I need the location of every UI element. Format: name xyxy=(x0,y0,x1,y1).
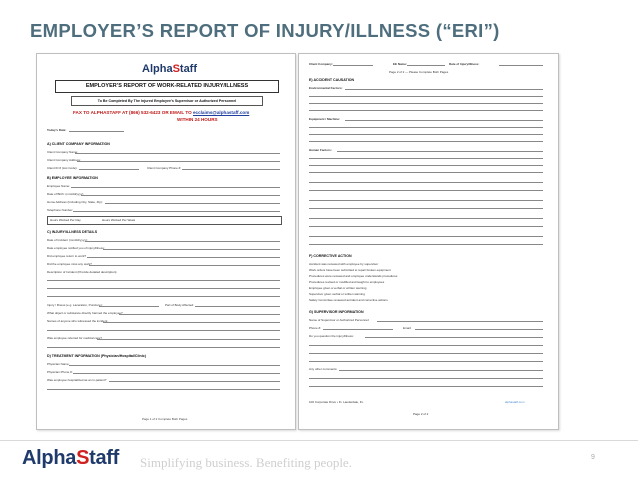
field-label: Client Company Phone #: xyxy=(147,166,182,170)
field-line[interactable] xyxy=(309,226,543,227)
field-line[interactable] xyxy=(309,345,543,346)
field-line[interactable] xyxy=(309,134,543,135)
field-label: Was employee hospitalized as an in-patient? xyxy=(47,378,107,382)
form-logo: AlphaStaff xyxy=(142,63,198,75)
form-footer-address: 100 Corporate Drive • Ft. Lauderdale, FL xyxy=(309,400,364,404)
field-line[interactable] xyxy=(182,169,280,170)
field-line[interactable] xyxy=(89,265,280,266)
section-f-heading: F) CORRECTIVE ACTION xyxy=(309,254,352,258)
corrective-item: Employee given a verbal or written warning xyxy=(309,286,367,290)
field-label: Was employee referred for medical care? xyxy=(47,336,102,340)
field-label: Did the employee miss any work? xyxy=(47,262,92,266)
field-line[interactable] xyxy=(85,241,280,242)
corrective-item: Supervisor given verbal or written warning xyxy=(309,292,365,296)
field-label: Injury / Illness (e.g. Laceration, Puncture): xyxy=(47,303,103,307)
header-field-label: EE Name: xyxy=(393,62,408,66)
field-line[interactable] xyxy=(47,389,280,390)
field-line[interactable] xyxy=(309,200,543,201)
corrective-item: Procedures revised or modified and taught to employees xyxy=(309,280,385,284)
field-line[interactable] xyxy=(365,337,543,338)
corrective-item: Procedures were reviewed and employee understands procedures xyxy=(309,274,398,278)
field-line[interactable] xyxy=(309,218,543,219)
field-line[interactable] xyxy=(309,378,543,379)
todays-date-label: Today’s Date: xyxy=(47,128,67,132)
field-line[interactable] xyxy=(87,257,280,258)
field-line[interactable] xyxy=(73,211,280,212)
field-label: Physician Name: xyxy=(47,362,70,366)
field-line[interactable] xyxy=(309,236,543,237)
alphastaff-logo: AlphaStaff xyxy=(22,447,120,469)
field-label: Names of anyone who witnessed the incident: xyxy=(47,319,109,323)
field-line[interactable] xyxy=(309,244,543,245)
page-note: Page 2 of 2 — Please Complete Both Pages xyxy=(389,70,449,74)
form-footer-page: Page 2 of 2 xyxy=(413,412,429,416)
field-line[interactable] xyxy=(309,353,543,354)
field-label: Client Company Address: xyxy=(47,158,81,162)
field-label: Date of Birth: (mm/dd/yyyy) xyxy=(47,192,84,196)
field-label: Description of Incident (Provide detailed description): xyxy=(47,270,118,274)
field-line[interactable] xyxy=(309,110,543,111)
field-label: Date of Incident (mm/dd/yyyy): xyxy=(47,238,88,242)
field-line[interactable] xyxy=(309,182,543,183)
field-label: Physician Phone #: xyxy=(47,370,73,374)
field-line[interactable] xyxy=(103,322,280,323)
hours-per-day-label: Hours Worked Per Day xyxy=(50,218,81,222)
field-line[interactable] xyxy=(309,190,543,191)
field-label: Part of Body Affected: xyxy=(165,303,194,307)
slide-page-number: 9 xyxy=(591,454,595,461)
header-field-label: Date of Injury/Illness: xyxy=(449,62,480,66)
field-line[interactable] xyxy=(407,65,445,66)
field-line[interactable] xyxy=(73,373,280,374)
field-line[interactable] xyxy=(337,151,543,152)
field-label: Client Company Name: xyxy=(47,150,79,154)
tagline: Simplifying business. Benefiting people. xyxy=(140,455,352,470)
form-footer-site: alphastaff.com xyxy=(505,400,525,404)
section-a-heading: A) CLIENT COMPANY INFORMATION xyxy=(47,142,110,146)
field-line[interactable] xyxy=(415,329,543,330)
field-line[interactable] xyxy=(309,96,543,97)
section-b-heading: B) EMPLOYEE INFORMATION xyxy=(47,176,98,180)
causation-label: Human Factors: xyxy=(309,148,332,152)
todays-date-line[interactable] xyxy=(69,131,124,132)
field-line[interactable] xyxy=(119,314,280,315)
field-line[interactable] xyxy=(47,288,280,289)
field-line[interactable] xyxy=(309,103,543,104)
fax-email-link[interactable]: ecclaims@alphastaff.com xyxy=(192,110,250,115)
field-label: Employee Name: xyxy=(47,184,71,188)
form-page-2-content xyxy=(309,60,548,421)
causation-label: Environmental Factors: xyxy=(309,86,343,90)
corrective-item: Accident was reviewed with employee by supervisor xyxy=(309,262,379,266)
field-line[interactable] xyxy=(47,347,280,348)
field-label: Did employee return to work? xyxy=(47,254,87,258)
field-label: Date employee notified you of injury/illness: xyxy=(47,246,105,250)
form-title: EMPLOYER’S REPORT OF WORK-RELATED INJURY/ILLNESS xyxy=(55,80,279,93)
field-label: Client ID # (List Code): xyxy=(47,166,78,170)
field-label: Any other comments: xyxy=(309,367,338,371)
field-line[interactable] xyxy=(47,330,280,331)
form-page-2 xyxy=(298,53,559,430)
field-line[interactable] xyxy=(109,381,280,382)
section-g-heading: G) SUPERVISOR INFORMATION xyxy=(309,310,364,314)
field-line[interactable] xyxy=(323,329,393,330)
corrective-item: Safety Committee reviewed accident and corrective actions xyxy=(309,298,388,302)
section-e-heading: E) ACCIDENT CAUSATION xyxy=(309,78,355,82)
causation-label: Equipment / Machine: xyxy=(309,117,341,121)
field-label: Name of Supervisor or Authorized Personnel: xyxy=(309,318,370,322)
field-line[interactable] xyxy=(105,203,280,204)
slide-title: EMPLOYER’S REPORT OF INJURY/ILLNESS (“ERI”) xyxy=(30,20,500,41)
field-label: Phone #: xyxy=(309,326,322,330)
field-label: Do you question the injury/illness: xyxy=(309,334,354,338)
form-page-1-footer: Page 1 of 2 Complete Both Pages xyxy=(142,417,188,421)
field-line[interactable] xyxy=(309,361,543,362)
hours-per-week-label: Hours Worked Per Week xyxy=(102,218,136,222)
field-line[interactable] xyxy=(47,280,280,281)
field-line[interactable] xyxy=(309,208,543,209)
field-line[interactable] xyxy=(499,65,543,66)
field-line[interactable] xyxy=(69,365,280,366)
header-field-label: Client Company: xyxy=(309,62,333,66)
field-line[interactable] xyxy=(195,306,280,307)
field-line[interactable] xyxy=(377,321,543,322)
section-c-heading: C) INJURY/ILLNESS DETAILS xyxy=(47,230,98,234)
corrective-item: Work orders have been submitted to repair broken equipment xyxy=(309,268,391,272)
within-24-hours: WITHIN 24 HOURS xyxy=(177,117,218,122)
field-label: Telephone Number: xyxy=(47,208,74,212)
form-page-1 xyxy=(36,53,296,430)
section-d-heading: D) TREATMENT INFORMATION (Physician/Hospital/Clinic) xyxy=(47,354,146,358)
field-line[interactable] xyxy=(309,127,543,128)
field-line[interactable] xyxy=(333,65,373,66)
field-line[interactable] xyxy=(75,153,280,154)
field-line[interactable] xyxy=(345,89,543,90)
form-page-1-content xyxy=(47,60,285,421)
field-label: What object or substance directly harmed the employee? xyxy=(47,311,123,315)
field-line[interactable] xyxy=(77,161,280,162)
field-line[interactable] xyxy=(309,141,543,142)
field-line[interactable] xyxy=(309,165,543,166)
field-line[interactable] xyxy=(97,339,280,340)
field-line[interactable] xyxy=(345,120,543,121)
form-subtitle: To Be Completed By The Injured Employee’s Supervisor or Authorized Personnel xyxy=(71,96,263,106)
fax-instructions: FAX TO ALPHASTAFF AT (866) 532-6423 OR EMAIL TO ecclaims@alphastaff.com xyxy=(73,110,250,115)
field-line[interactable] xyxy=(47,296,280,297)
field-label: Home Address (Including City, State, Zip): xyxy=(47,200,103,204)
field-line[interactable] xyxy=(71,187,280,188)
field-label: Email: xyxy=(403,326,412,330)
hours-row xyxy=(47,216,282,225)
field-line[interactable] xyxy=(79,169,139,170)
field-line[interactable] xyxy=(309,172,543,173)
field-line[interactable] xyxy=(103,249,280,250)
field-line[interactable] xyxy=(309,158,543,159)
field-line[interactable] xyxy=(309,386,543,387)
footer-divider xyxy=(0,440,638,441)
field-line[interactable] xyxy=(339,370,543,371)
field-line[interactable] xyxy=(99,306,159,307)
field-line[interactable] xyxy=(81,195,280,196)
